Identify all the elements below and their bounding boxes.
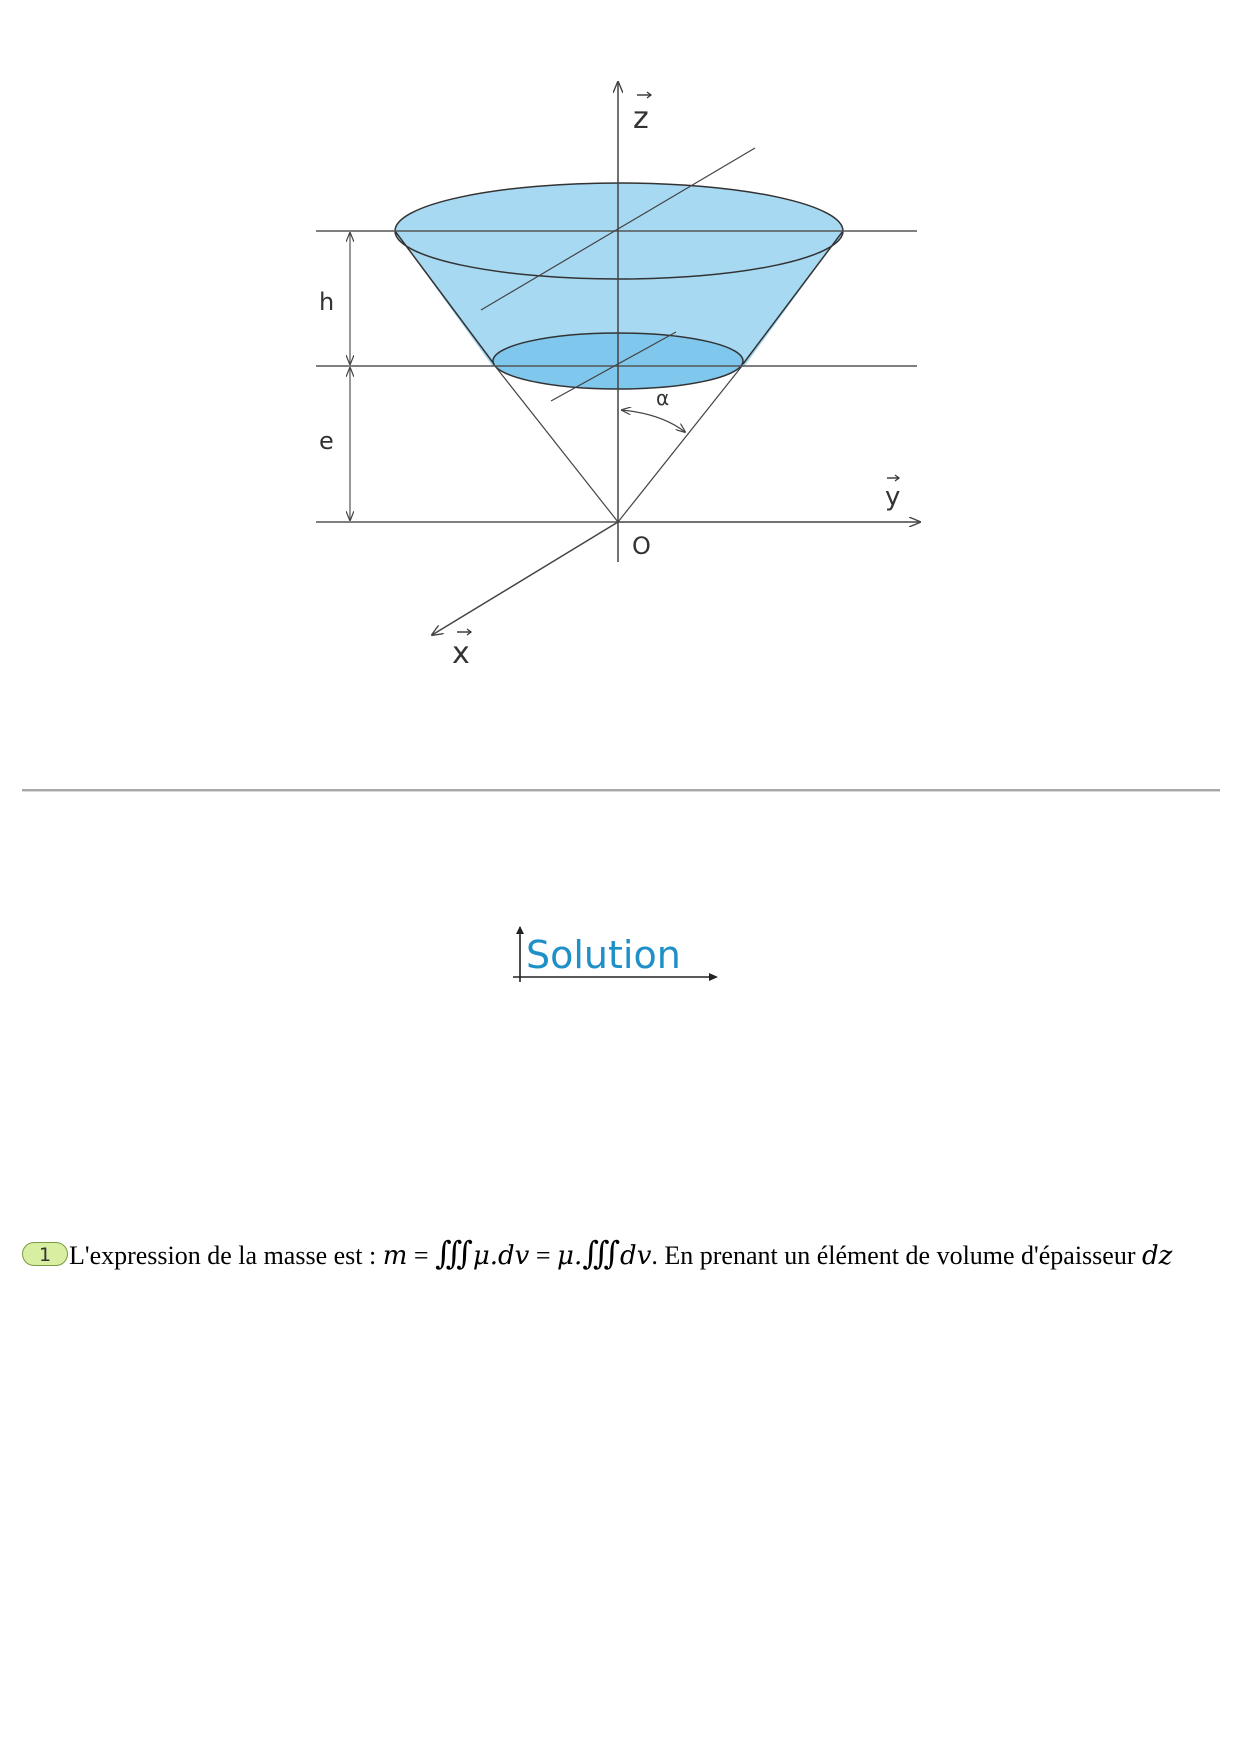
formula-mu-dv: μ.dv	[472, 1241, 530, 1271]
text-after: . En prenant un élément de volume d'épaisseur	[651, 1241, 1142, 1270]
alpha-arc	[622, 410, 685, 432]
horizontal-rule	[22, 789, 1220, 792]
formula-dv: dv	[620, 1241, 652, 1271]
formula-eq2: =	[529, 1241, 558, 1270]
triple-integral-icon: ∭	[435, 1234, 467, 1272]
solution-label: Solution	[526, 933, 681, 977]
x-axis-label: x	[452, 636, 470, 671]
formula-eq1: =	[407, 1241, 436, 1270]
formula-m: m	[382, 1241, 408, 1271]
text-intro: L'expression de la masse est :	[69, 1241, 383, 1270]
alpha-label: α	[656, 386, 670, 410]
origin-label: O	[632, 532, 651, 560]
x-axis	[432, 522, 618, 635]
step-number-badge: 1	[22, 1242, 68, 1266]
triple-integral-icon-2: ∭	[582, 1234, 615, 1272]
z-axis-label: z	[633, 101, 649, 136]
cone-figure	[0, 0, 1240, 700]
formula-dz: dz	[1141, 1241, 1173, 1271]
solution-paragraph	[22, 1218, 1212, 1291]
y-axis-label: y	[885, 482, 901, 512]
formula-mu: μ.	[557, 1241, 583, 1271]
e-label: e	[319, 427, 334, 455]
h-label: h	[319, 288, 335, 316]
solution-button[interactable]	[508, 924, 724, 986]
